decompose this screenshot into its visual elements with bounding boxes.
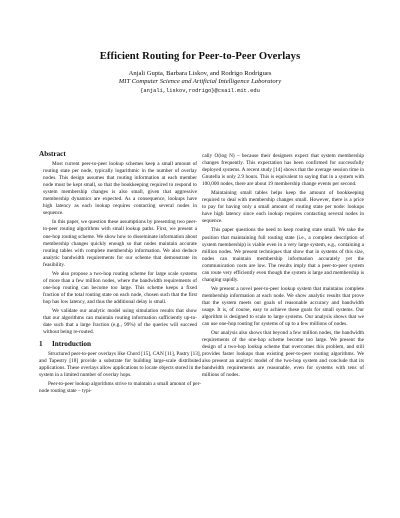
body-paragraph: We present a novel peer-to-peer lookup system that maintains complete membership information at each node. We show analytic results that prove that the system meets our goals of reasonable accuracy and bandwidth usage. It is, of course, easy to achieve these goals for small systems. Our algorithm is designed to scale to large systems. Our analysis shows that we can use one-hop routing for systems of up to a few millions of nodes. [202,285,364,328]
author-institution: MIT Computer Science and Artificial Intelligence Laboratory [118,78,282,86]
abstract-paragraph: In this paper, we question these assumptions by presenting two peer-to-peer routing algorithms with small lookup paths. First, we present a one-hop routing scheme. We show how to disseminate information about membership changes quickly enough so that nodes maintain accurate routing tables with complete membership information. We also deduce analytic bandwidth requirements for our scheme that demonstrate its feasibility. [43,219,197,268]
left-column [39,151,201,396]
intro-paragraph: Structured peer-to-peer overlays like Chord [15], CAN [11], Pastry [13], and Tapestry [18] provide a substrate for building large-scale distributed applications. These overlays allow applications to locate objects stored in the system in a limited number of overlay hops. [39,351,201,379]
right-column [202,153,364,379]
body-paragraph: Maintaining small tables helps keep the amount of bookkeeping required to deal with membership changes small. However, there is a price to pay for having only a small amount of routing state per node: lookups have high latency since each lookup requires contacting several nodes in sequence. [202,190,364,225]
section-title: Introduction [52,340,92,349]
author-email: {anjali,liskov,rodrigo}@csail.mit.edu [140,87,260,94]
body-paragraph: This paper questions the need to keep routing state small. We take the position that maintaining full routing state (i.e., a complete description of system membership) is viable even in a very large system, e.g., containing a million nodes. We present techniques that show that in systems of this size, nodes can maintain membership information accurately yet the communication costs are low. The results imply that a peer-to-peer system can route very efficiently even though the system is large and membership is changing rapidly. [202,227,364,283]
abstract-heading: Abstract [39,150,66,158]
body-paragraph: Our analysis also shows that beyond a few million nodes, the bandwidth requirements of the one-hop scheme become too large. We present the design of a two-hop lookup scheme that overcomes this problem, and still provides faster lookups than existing peer-to-peer routing algorithms. We also present an analytic model of the two-hop system and conclude that its bandwidth requirements are reasonable, even for systems with tens of millions of nodes. [202,330,364,379]
section-number: 1 [39,340,43,349]
author-names: Anjali Gupta, Barbara Liskov, and Rodrigo Rodrigues [128,70,272,77]
author-block [0,70,400,95]
paper-title: Efficient Routing for Peer-to-Peer Overlays [99,51,301,62]
abstract-body [39,161,201,336]
intro-paragraph: Peer-to-peer lookup algorithms strive to maintain a small amount of per-node routing state – typi- [39,381,201,395]
abstract-paragraph: We also propose a two-hop routing scheme for large scale systems of more than a few million nodes, where the bandwidth requirements of one-hop routing can become too large. This scheme keeps a fixed fraction of the total routing state on each node, chosen such that the first hop has low latency, and thus the additional delay is small. [43,270,197,305]
body-paragraph: cally O(log N) – because their designers expect that system membership changes frequently. This expectation has been confirmed for successfully deployed systems. A recent study [14] shows that the average session time in Gnutella is only 2.9 hours. This is equivalent to saying that in a system with 100,000 nodes, there are about 19 membership change events per second. [202,153,364,188]
section-heading-introduction [39,341,201,348]
abstract-paragraph: Most current peer-to-peer lookup schemes keep a small amount of routing state per node, typically logarithmic in the number of overlay nodes. This design assumes that routing information at each member node must be kept small, so that the bookkeeping required to respond to system membership changes is also small, given that aggressive membership dynamics are expected. As a consequence, lookups have high latency as each lookup requires contacting several nodes in sequence. [43,161,197,217]
abstract-paragraph: We validate our analytic model using simulation results that show that our algorithms can maintain routing information sufficiently up-to-date such that a large fraction (e.g., 99%) of the queries will succeed without being re-routed. [43,307,197,336]
